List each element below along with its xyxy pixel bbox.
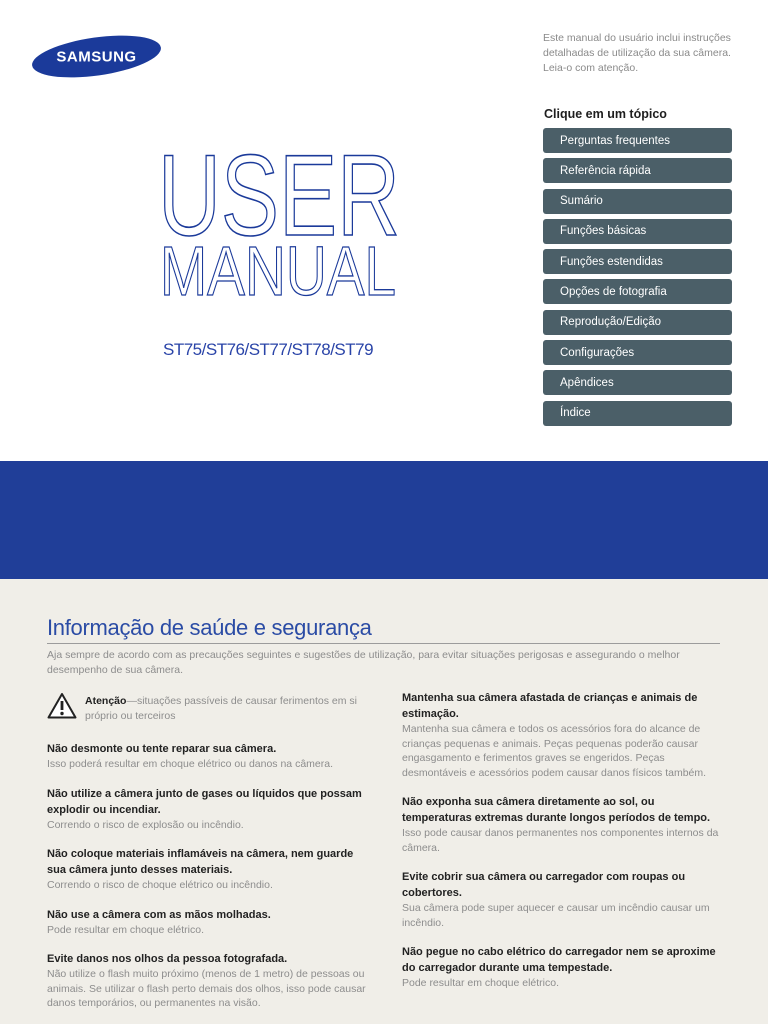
topic-playback-editing-button[interactable]: [543, 310, 732, 335]
warning-legend: [47, 690, 367, 724]
safety-item-heading: Não pegue no cabo elétrico do carregador nem se aproxime do carregador durante uma tempestade.: [402, 946, 716, 974]
safety-column-right: [402, 690, 724, 1005]
brand-band: [0, 461, 768, 579]
title-user: [158, 146, 408, 242]
safety-item: [47, 846, 367, 893]
topic-appendixes-button[interactable]: [543, 370, 732, 395]
model-numbers: ST75/ST76/ST77/ST78/ST79: [163, 340, 374, 359]
topic-label: Reprodução/Edição: [560, 316, 662, 329]
topic-label: Funções estendidas: [560, 255, 663, 268]
topic-label: Referência rápida: [560, 164, 651, 177]
safety-column-left: [47, 690, 367, 1024]
safety-item-heading: Não coloque materiais inflamáveis na câmera, nem guarde sua câmera junto desses materiais.: [47, 848, 354, 876]
safety-item-body: Correndo o risco de choque elétrico ou incêndio.: [47, 879, 273, 891]
safety-title: Informação de saúde e segurança: [47, 615, 372, 640]
topic-extended-functions-button[interactable]: [543, 249, 732, 274]
title-manual: [160, 240, 400, 300]
topics-heading: Clique em um tópico: [544, 107, 667, 121]
safety-item: [47, 786, 367, 833]
safety-item-body: Isso poderá resultar em choque elétrico ou danos na câmera.: [47, 758, 333, 770]
topic-label: Configurações: [560, 346, 635, 359]
manual-intro: Este manual do usuário inclui instruções detalhadas de utilização da sua câmera. Leia-o com atenção.: [543, 32, 731, 74]
safety-item-heading: Mantenha sua câmera afastada de crianças e animais de estimação.: [402, 692, 698, 720]
safety-item-heading: Não utilize a câmera junto de gases ou líquidos que possam explodir ou incendiar.: [47, 787, 362, 816]
warning-text: [85, 690, 367, 724]
topic-label: Perguntas frequentes: [560, 134, 670, 147]
safety-item: [402, 869, 724, 930]
safety-item-heading: Evite danos nos olhos da pessoa fotografada.: [47, 953, 288, 965]
safety-item-body: Pode resultar em choque elétrico.: [402, 977, 560, 989]
safety-item-body: Mantenha sua câmera e todos os acessórios fora do alcance de crianças pequenas e animais. Peças pequenas poderão causar engasgamento e ferimentos graves se engeridos. Peças desmontáveis e acessórios podem causar danos físicos também.: [402, 723, 707, 779]
topic-label: Sumário: [560, 195, 603, 208]
topic-settings-button[interactable]: [543, 340, 732, 365]
title-user-text: USER: [158, 146, 400, 242]
safety-item: [47, 951, 367, 1011]
topic-shooting-options-button[interactable]: [543, 279, 732, 304]
topic-basic-functions-button[interactable]: [543, 219, 732, 244]
safety-item-heading: Não use a câmera com as mãos molhadas.: [47, 908, 271, 921]
samsung-logo: [30, 34, 163, 79]
topic-faq-button[interactable]: [543, 128, 732, 153]
safety-item-body: Correndo o risco de explosão ou incêndio.: [47, 818, 244, 831]
warning-label: Atenção: [85, 695, 127, 707]
safety-item: [402, 944, 724, 991]
safety-item-heading: Não desmonte ou tente reparar sua câmera.: [47, 743, 277, 755]
topic-contents-button[interactable]: [543, 189, 732, 214]
safety-item-body: Não utilize o flash muito próximo (menos de 1 metro) de pessoas ou animais. Se utilizar o flash perto demais dos olhos, isso pode causar danos temporários, ou permanentes na visão.: [47, 968, 366, 1009]
safety-item: [47, 907, 367, 938]
safety-item: [402, 690, 724, 780]
warning-icon: [47, 692, 77, 720]
logo-text: SAMSUNG: [56, 48, 137, 66]
safety-item-body: Pode resultar em choque elétrico.: [47, 923, 205, 936]
safety-item-heading: Evite cobrir sua câmera ou carregador com roupas ou cobertores.: [402, 871, 686, 899]
safety-intro: Aja sempre de acordo com as precauções seguintes e sugestões de utilização, para evitar situações perigosas e assegurando o melhor desempenho de sua câmera.: [47, 649, 680, 676]
title-manual-text: MANUAL: [160, 240, 396, 300]
topic-list: [543, 128, 732, 431]
safety-item-body: Isso pode causar danos permanentes nos componentes internos da câmera.: [402, 827, 719, 854]
topic-index-button[interactable]: [543, 401, 732, 426]
safety-item: [47, 741, 367, 772]
topic-label: Índice: [560, 407, 591, 420]
topic-label: Funções básicas: [560, 225, 647, 238]
section-divider: [47, 643, 720, 644]
topic-label: Opções de fotografia: [560, 285, 667, 298]
safety-item: [402, 794, 724, 855]
safety-item-body: Sua câmera pode super aquecer e causar um incêndio causar um incêndio.: [402, 902, 710, 929]
warning-description: —situações passíveis de causar ferimentos em si próprio ou terceiros: [85, 695, 357, 722]
safety-item-heading: Não exponha sua câmera diretamente ao sol, ou temperaturas extremas durante longos períodos de tempo.: [402, 796, 711, 824]
topic-label: Apêndices: [560, 376, 614, 389]
topic-quick-reference-button[interactable]: [543, 158, 732, 183]
